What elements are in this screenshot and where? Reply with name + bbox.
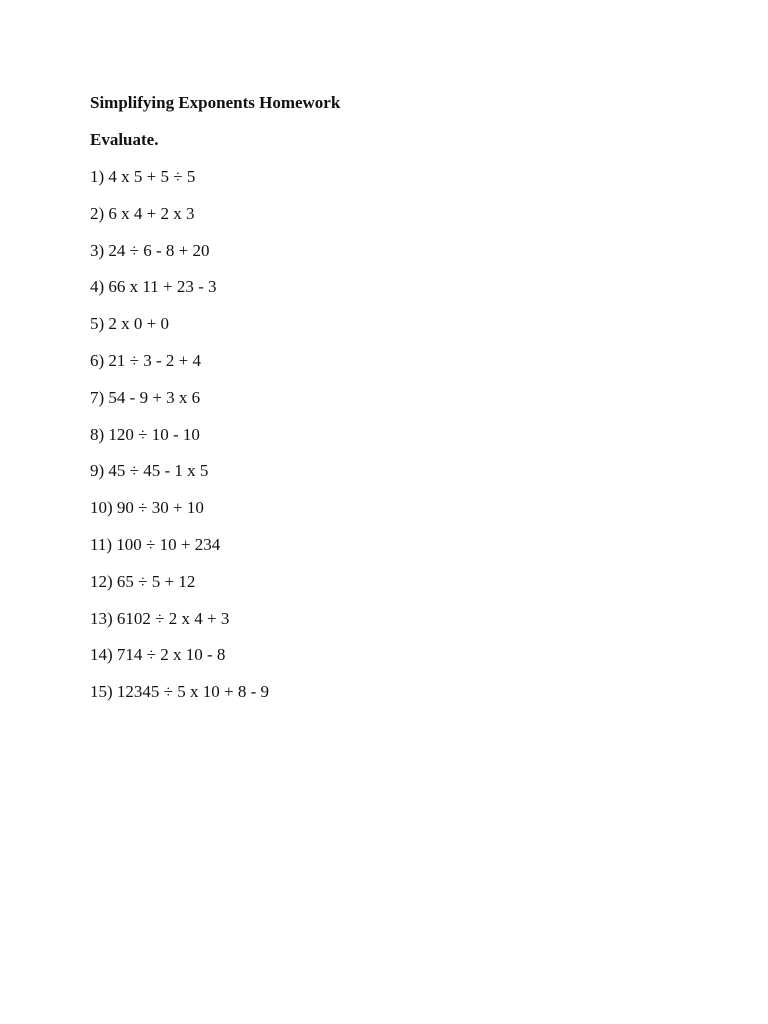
problem-number: 14) xyxy=(90,645,113,665)
problem-item-10 xyxy=(90,497,710,519)
problem-item-12 xyxy=(90,571,710,593)
worksheet-content xyxy=(90,92,710,718)
problem-number: 13) xyxy=(90,608,113,628)
problem-number: 8) xyxy=(90,424,105,444)
problem-expression: 6102 ÷ 2 x 4 + 3 xyxy=(116,608,230,628)
problem-item-4 xyxy=(90,276,710,298)
problem-expression: 714 ÷ 2 x 10 - 8 xyxy=(116,645,226,665)
problem-expression: 100 ÷ 10 + 234 xyxy=(116,534,221,554)
problem-number: 6) xyxy=(90,350,105,370)
problem-expression: 45 ÷ 45 - 1 x 5 xyxy=(108,461,209,481)
problem-number: 11) xyxy=(90,534,113,554)
problem-item-8 xyxy=(90,424,710,446)
problem-number: 4) xyxy=(90,277,105,297)
problem-expression: 90 ÷ 30 + 10 xyxy=(116,498,204,518)
problem-item-15 xyxy=(90,681,710,703)
problem-item-3 xyxy=(90,240,710,262)
problem-expression: 54 - 9 + 3 x 6 xyxy=(108,387,201,407)
problem-expression: 6 x 4 + 2 x 3 xyxy=(108,203,195,223)
problem-item-11 xyxy=(90,534,710,556)
problem-number: 2) xyxy=(90,203,105,223)
problem-expression: 66 x 11 + 23 - 3 xyxy=(108,277,217,297)
problem-expression: 65 ÷ 5 + 12 xyxy=(116,571,196,591)
problem-number: 12) xyxy=(90,571,113,591)
page-title: Simplifying Exponents Homework xyxy=(90,93,341,112)
problem-item-1 xyxy=(90,166,710,188)
problem-number: 10) xyxy=(90,498,113,518)
problem-number: 7) xyxy=(90,387,105,407)
problem-item-9 xyxy=(90,460,710,482)
problem-number: 15) xyxy=(90,682,113,702)
problem-number: 3) xyxy=(90,240,105,260)
problem-number: 9) xyxy=(90,461,105,481)
problem-item-2 xyxy=(90,203,710,225)
problem-item-7 xyxy=(90,387,710,409)
problem-expression: 4 x 5 + 5 ÷ 5 xyxy=(108,167,196,186)
problem-expression: 21 ÷ 3 - 2 + 4 xyxy=(108,350,202,370)
instruction-heading: Evaluate. xyxy=(90,130,159,149)
problem-expression: 2 x 0 + 0 xyxy=(108,314,170,334)
problem-expression: 12345 ÷ 5 x 10 + 8 - 9 xyxy=(116,682,270,702)
problem-item-5 xyxy=(90,313,710,335)
problem-list xyxy=(90,166,710,703)
problem-number: 1) xyxy=(90,167,105,186)
problem-item-6 xyxy=(90,350,710,372)
problem-item-13 xyxy=(90,608,710,630)
problem-expression: 120 ÷ 10 - 10 xyxy=(108,424,200,444)
problem-expression: 24 ÷ 6 - 8 + 20 xyxy=(108,240,210,260)
problem-item-14 xyxy=(90,644,710,666)
problem-number: 5) xyxy=(90,314,105,334)
